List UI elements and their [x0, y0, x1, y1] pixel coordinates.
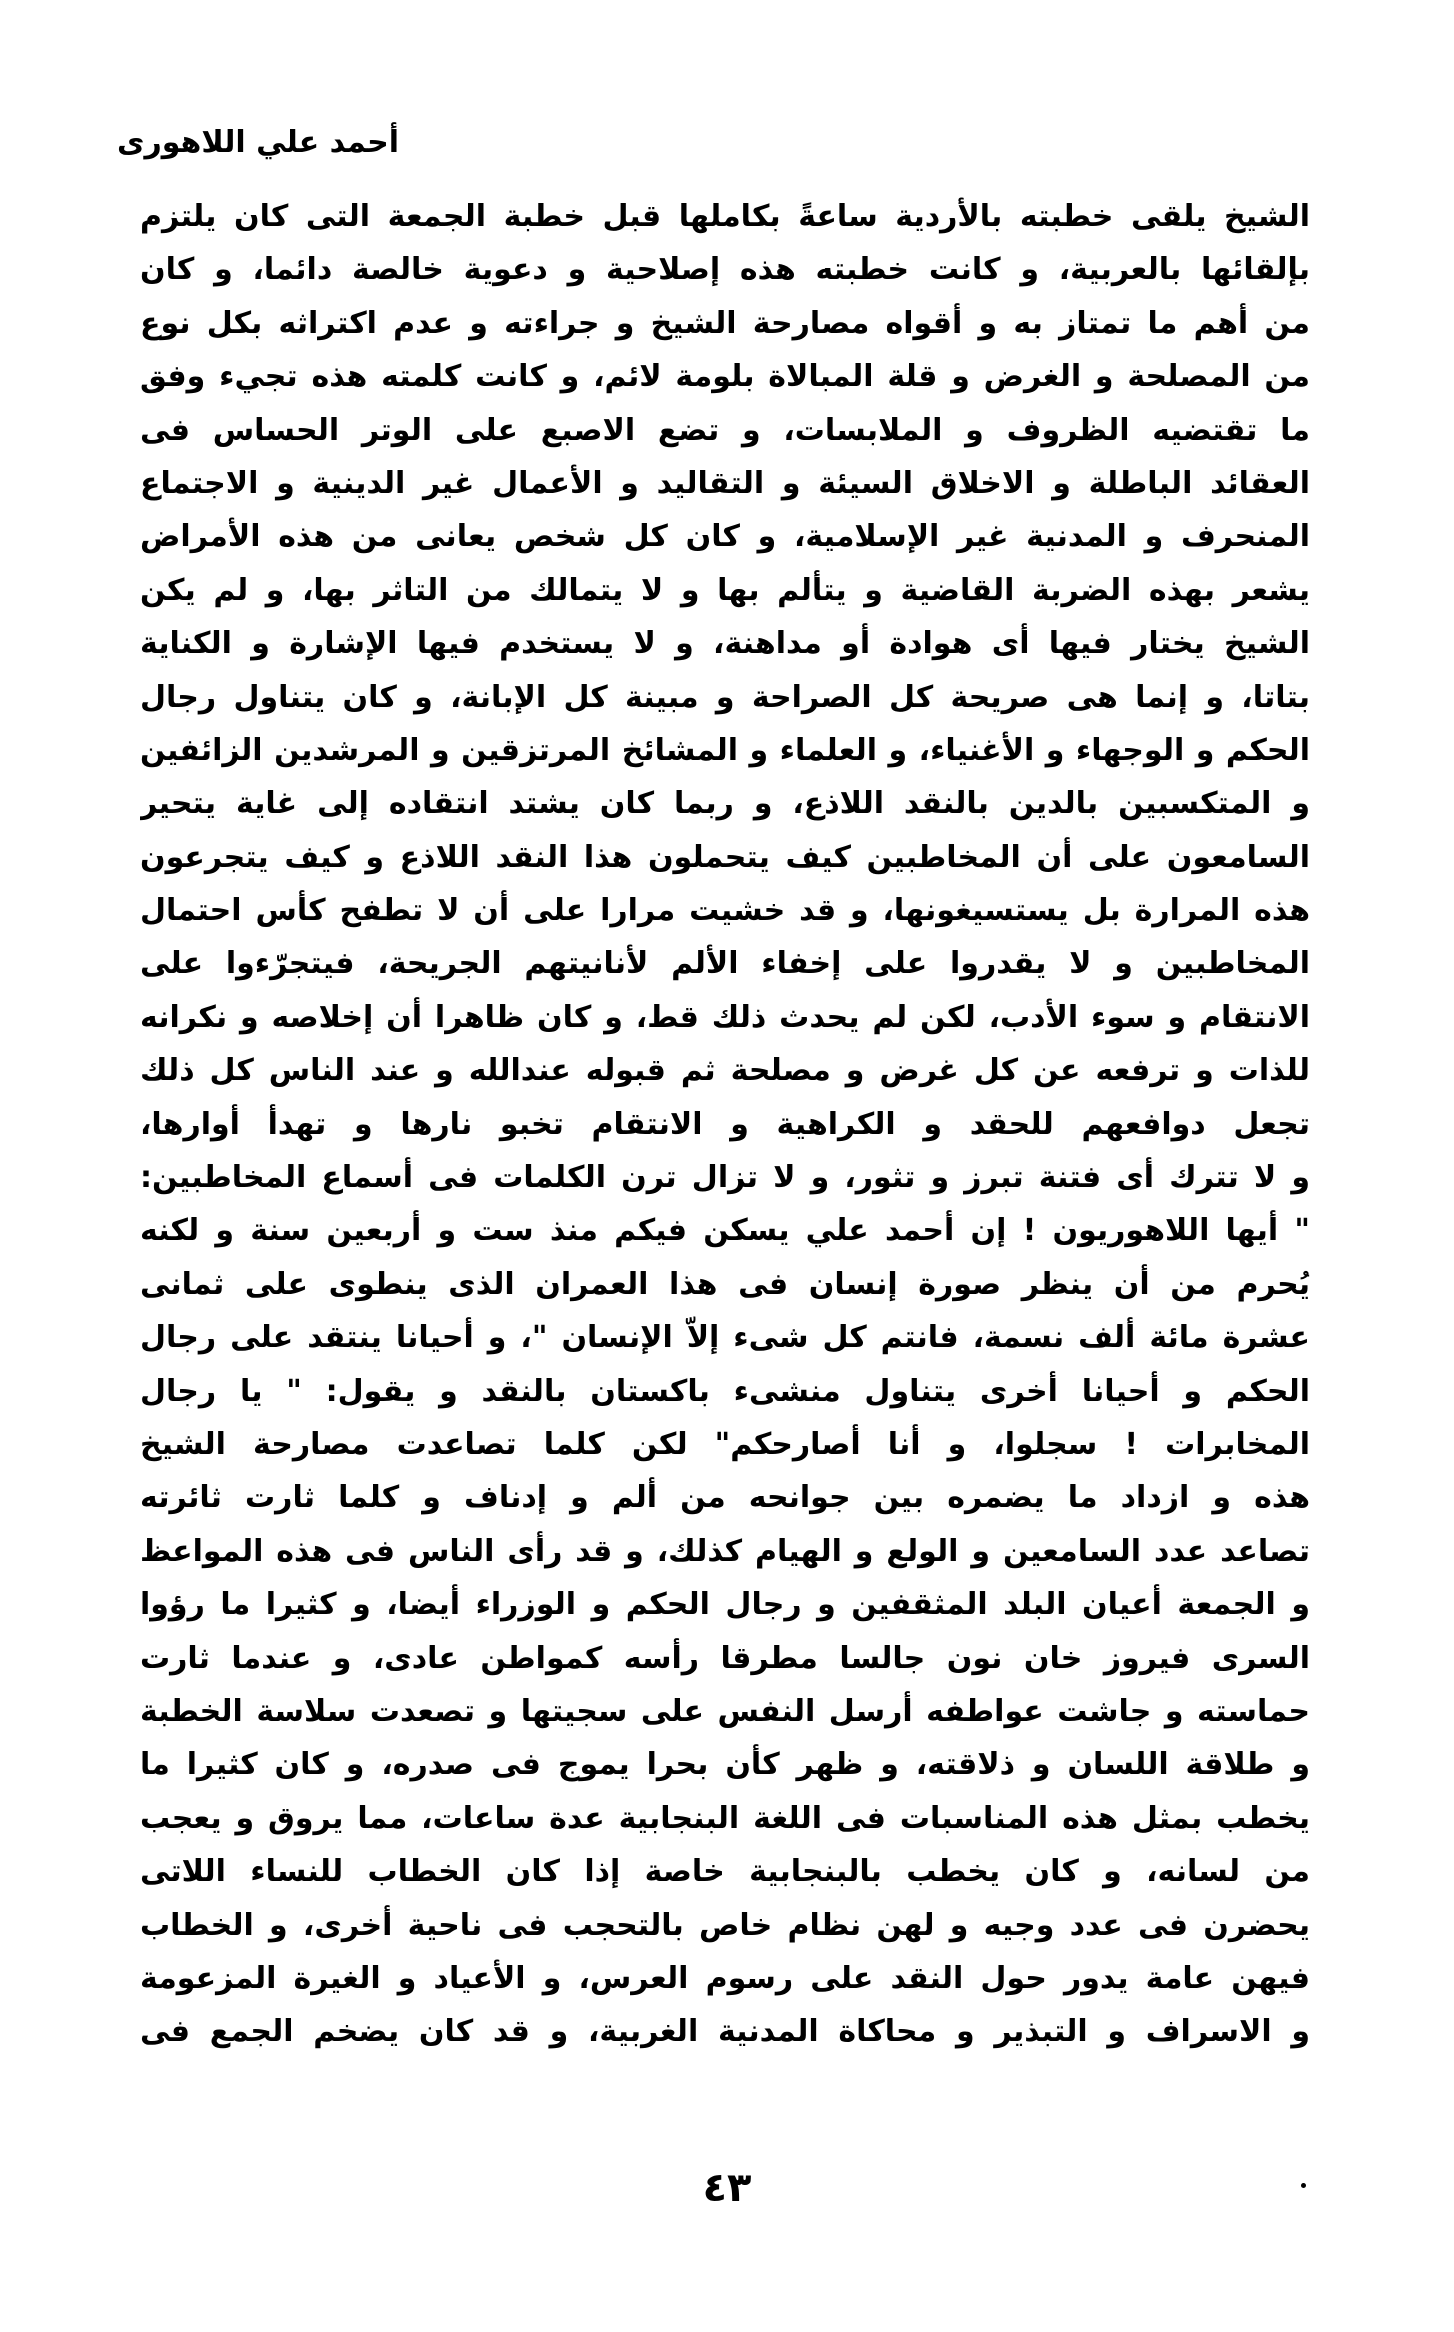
text-line: الشيخ يختار فيها أى هوادة أو مداهنة، و لا يستخدم فيها الإشارة و الكناية	[140, 626, 1310, 662]
text-line: السرى فيروز خان نون جالسا مطرقا رأسه كمواطن عادى، و عندما ثارت	[140, 1640, 1310, 1676]
page-number: ٤٣	[702, 2165, 752, 2211]
text-line: هذه المرارة بل يستسيغونها، و قد خشيت مرارا على أن لا تطفح كأس احتمال	[140, 893, 1310, 929]
text-line: عشرة مائة ألف نسمة، فانتم كل شىء إلاّ الإنسان "، و أحيانا ينتقد على رجال	[140, 1320, 1310, 1356]
text-line: و طلاقة اللسان و ذلاقته، و ظهر كأن بحرا يموج فى صدره، و كان كثيرا ما	[140, 1747, 1310, 1783]
text-line: و الاسراف و التبذير و محاكاة المدنية الغربية، و قد كان يضخم الجمع فى	[140, 2014, 1310, 2050]
text-line: و الجمعة أعيان البلد المثقفين و رجال الحكم و الوزراء أيضا، و كثيرا ما رؤوا	[140, 1587, 1310, 1623]
text-line: السامعون على أن المخاطبين كيف يتحملون هذا النقد اللاذع و كيف يتجرعون	[140, 839, 1310, 875]
text-line: تجعل دوافعهم للحقد و الكراهية و الانتقام تخبو نارها و تهدأ أوارها،	[140, 1106, 1310, 1142]
text-line: الشيخ يلقى خطبته بالأردية ساعةً بكاملها قبل خطبة الجمعة التى كان يلتزم	[140, 199, 1310, 234]
text-line: يخطب بمثل هذه المناسبات فى اللغة البنجابية عدة ساعات، مما يروق و يعجب	[140, 1800, 1310, 1836]
text-line: يشعر بهذه الضربة القاضية و يتألم بها و لا يتمالك من التاثر بها، و لم يكن	[140, 572, 1310, 608]
text-line: الحكم و الوجهاء و الأغنياء، و العلماء و المشائخ المرتزقين و المرشدين الزائفين	[140, 732, 1310, 768]
text-line: يحضرن فى عدد وجيه و لهن نظام خاص بالتحجب فى ناحية أخرى، و الخطاب	[140, 1907, 1310, 1943]
text-line: فيهن عامة يدور حول النقد على رسوم العرس، و الأعياد و الغيرة المزعومة	[140, 1960, 1310, 1996]
text-line: المنحرف و المدنية غير الإسلامية، و كان كل شخص يعانى من هذه الأمراض	[140, 519, 1310, 555]
text-line: بتاتا، و إنما هى صريحة كل الصراحة و مبينة كل الإبانة، و كان يتناول رجال	[140, 679, 1310, 715]
text-line: ما تقتضيه الظروف و الملابسات، و تضع الاصبع على الوتر الحساس فى	[140, 412, 1310, 448]
text-line: من لسانه، و كان يخطب بالبنجابية خاصة إذا كان الخطاب للنساء اللاتى	[140, 1854, 1310, 1890]
text-line: و لا تترك أى فتنة تبرز و تثور، و لا تزال ترن الكلمات فى أسماع المخاطبين:	[140, 1160, 1310, 1196]
body-text	[140, 190, 1310, 2130]
margin-dot	[1301, 2183, 1306, 2188]
text-line: حماسته و جاشت عواطفه أرسل النفس على سجيتها و تصعدت سلاسة الخطبة	[140, 1693, 1310, 1729]
text-line: العقائد الباطلة و الاخلاق السيئة و التقاليد و الأعمال غير الدينية و الاجتماع	[140, 465, 1310, 501]
text-line: للذات و ترفعه عن كل غرض و مصلحة ثم قبوله عندالله و عند الناس كل ذلك	[140, 1053, 1310, 1089]
text-line: المخاطبين و لا يقدروا على إخفاء الألم لأنانيتهم الجريحة، فيتجرّءوا على	[140, 946, 1310, 982]
text-line: يُحرم من أن ينظر صورة إنسان فى هذا العمران الذى ينطوى على ثمانى	[140, 1266, 1310, 1302]
text-line: الانتقام و سوء الأدب، لكن لم يحدث ذلك قط، و كان ظاهرا أن إخلاصه و نكرانه	[140, 999, 1310, 1035]
text-line: تصاعد عدد السامعين و الولع و الهيام كذلك، و قد رأى الناس فى هذه المواعظ	[140, 1533, 1310, 1569]
text-line: من أهم ما تمتاز به و أقواه مصارحة الشيخ و جراءته و عدم اكتراثه بكل نوع	[140, 305, 1310, 341]
text-line: " أيها اللاهوريون ! إن أحمد علي يسكن فيكم منذ ست و أربعين سنة و لكنه	[140, 1213, 1310, 1249]
text-line: الحكم و أحيانا أخرى يتناول منشىء باكستان بالنقد و يقول: " يا رجال	[140, 1373, 1310, 1409]
text-line: بإلقائها بالعربية، و كانت خطبته هذه إصلاحية و دعوية خالصة دائما، و كان	[140, 252, 1310, 288]
text-line: المخابرات ! سجلوا، و أنا أصارحكم" لكن كلما تصاعدت مصارحة الشيخ	[140, 1426, 1310, 1462]
text-line: من المصلحة و الغرض و قلة المبالاة بلومة لائم، و كانت كلمته هذه تجيء وفق	[140, 359, 1310, 395]
running-title: أحمد علي اللاهورى	[116, 125, 399, 160]
text-line: هذه و ازداد ما يضمره بين جوانحه من ألم و إدناف و كلما ثارت ثائرته	[140, 1480, 1310, 1516]
text-line: و المتكسبين بالدين بالنقد اللاذع، و ربما كان يشتد انتقاده إلى غاية يتحير	[140, 786, 1310, 822]
